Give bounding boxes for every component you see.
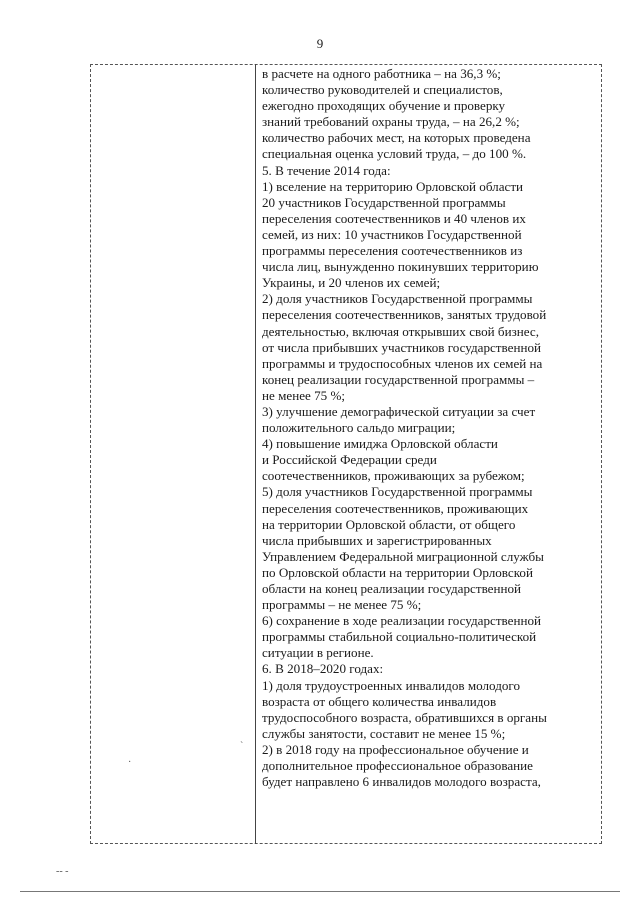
text-line: семей, из них: 10 участников Государственной xyxy=(262,226,522,242)
text-line: переселения соотечественников, занятых трудовой xyxy=(262,307,547,323)
text-line: 3) улучшение демографической ситуации за счет xyxy=(262,403,536,419)
text-line: деятельностью, включая открывших свой бизнес, xyxy=(262,323,540,339)
page-bottom-rule xyxy=(20,891,620,892)
text-line: специальная оценка условий труда, – до 100 %. xyxy=(262,146,527,162)
text-line: знаний требований охраны труда, – на 26,2 %; xyxy=(262,114,520,130)
text-line: по Орловской области на территории Орловской xyxy=(262,564,533,580)
text-line: переселения соотечественников, проживающих xyxy=(262,500,529,516)
text-line: от числа прибывших участников государственной xyxy=(262,339,542,355)
text-line: переселения соотечественников и 40 членов их xyxy=(262,210,526,226)
text-line: 5) доля участников Государственной программы xyxy=(262,484,533,500)
text-line: 20 участников Государственной программы xyxy=(262,194,506,210)
page-number: 9 xyxy=(316,36,324,51)
text-line: программы переселения соотечественников из xyxy=(262,243,523,259)
text-line: будет направлено 6 инвалидов молодого возраста, xyxy=(262,774,541,790)
text-line: 2) доля участников Государственной программы xyxy=(262,291,533,307)
text-line: соотечественников, проживающих за рубежом; xyxy=(262,468,525,484)
scan-mark: ` xyxy=(240,741,244,752)
text-line: ситуации в регионе. xyxy=(262,645,374,661)
text-line: программы и трудоспособных членов их семей на xyxy=(262,355,543,371)
text-line: ежегодно проходящих обучение и проверку xyxy=(262,98,506,114)
text-line: 1) вселение на территорию Орловской области xyxy=(262,178,524,194)
scan-mark: -- - xyxy=(56,866,69,877)
text-line: 6. В 2018–2020 годах: xyxy=(262,661,384,677)
text-line: 2) в 2018 году на профессиональное обучение и xyxy=(262,741,529,757)
text-line: программы – не менее 75 %; xyxy=(262,597,422,613)
text-line: 1) доля трудоустроенных инвалидов молодого xyxy=(262,677,520,693)
text-line: числа лиц, вынужденно покинувших территорию xyxy=(262,259,539,275)
text-line: количество руководителей и специалистов, xyxy=(262,82,503,98)
text-line: не менее 75 %; xyxy=(262,387,346,403)
text-line: 6) сохранение в ходе реализации государственной xyxy=(262,613,542,629)
text-line: Украины, и 20 членов их семей; xyxy=(262,275,441,291)
text-line: области на конец реализации государственной xyxy=(262,581,522,596)
text-line: и Российской Федерации среди xyxy=(262,452,437,468)
text-line: службы занятости, составит не менее 15 %; xyxy=(262,725,506,741)
text-line: дополнительное профессиональное образование xyxy=(262,758,533,774)
text-line: программы стабильной социально-политической xyxy=(262,629,537,645)
text-line: 5. В течение 2014 года: xyxy=(262,162,391,178)
text-line: 4) повышение имиджа Орловской области xyxy=(262,436,498,452)
text-line: конец реализации государственной программы – xyxy=(262,371,535,387)
text-line: на территории Орловской области, от общего xyxy=(262,516,516,532)
text-line: трудоспособного возраста, обратившихся в органы xyxy=(262,709,547,725)
text-line: числа прибывших и зарегистрированных xyxy=(262,532,492,548)
table-right-column-text xyxy=(262,66,600,790)
text-line: Управлением Федеральной миграционной службы xyxy=(262,548,544,564)
text-line: количество рабочих мест, на которых проведена xyxy=(262,130,531,146)
scan-mark: · xyxy=(128,757,132,768)
text-line: возраста от общего количества инвалидов xyxy=(262,693,497,709)
text-line: положительного сальдо миграции; xyxy=(262,420,456,436)
column-divider xyxy=(255,64,256,844)
text-line: в расчете на одного работника – на 36,3 %; xyxy=(262,66,501,81)
